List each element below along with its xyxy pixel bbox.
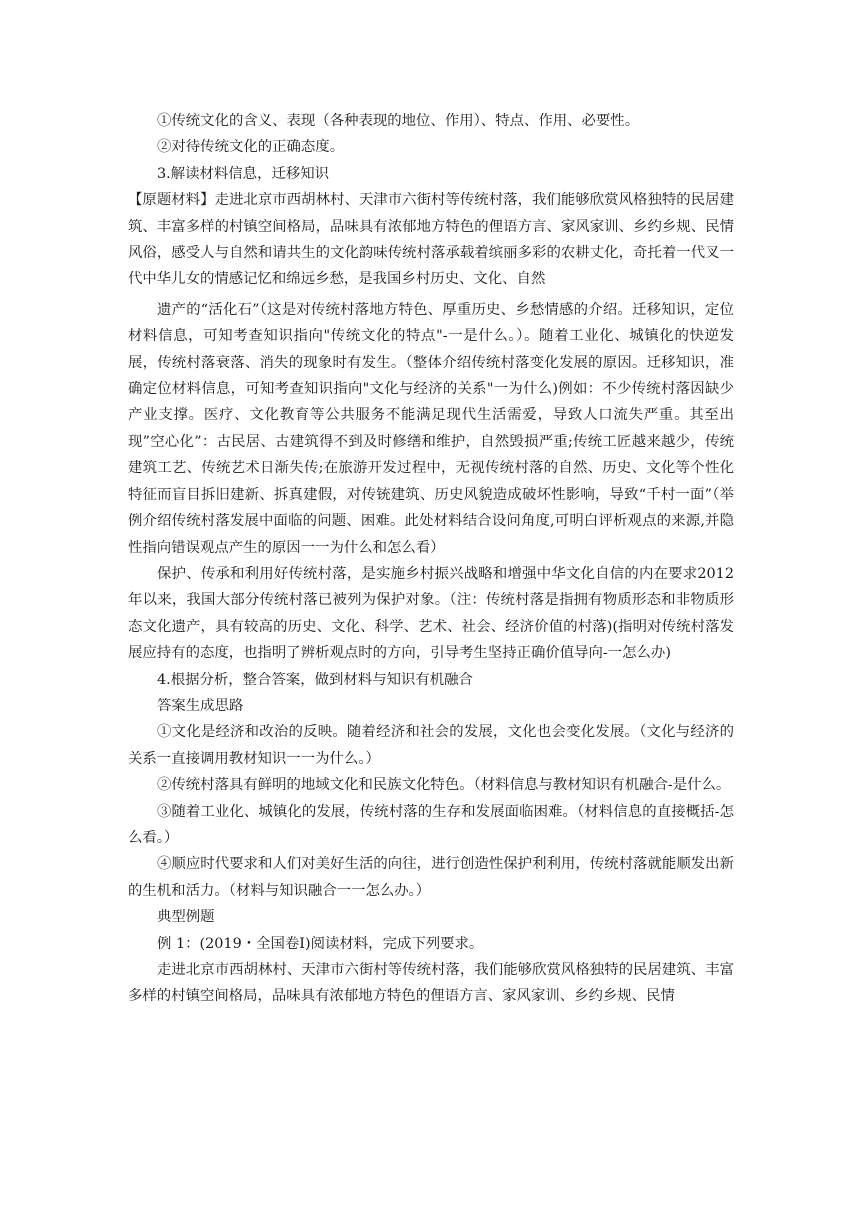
paragraph-4-heading: 4.根据分析，整合答案，做到材料与知识有机融合 xyxy=(157,671,473,688)
document-page xyxy=(128,108,734,1010)
paragraph-example-material: 走进北京市西胡林村、天津市六街村等传统村落，我们能够欣赏风格独特的民居建筑、丰富多样的村镇空间格局，品味具有浓郁地方特色的俚语方言、家风家训、乡约乡规、民情 xyxy=(128,962,734,1005)
paragraph-2: ②对待传统文化的正确态度。 xyxy=(157,139,345,156)
paragraph-answer-4: ④顺应时代要求和人们对美好生活的向往，进行创造性保护利利用，传统村落就能顺发出新的生机和活力。（材料与知识融合一一怎么办。） xyxy=(128,856,734,899)
paragraph-protection: 保护、传承和利用好传统村落，是实施乡村振兴战略和增强中华文化自信的内在要求2012年以来，我国大部分传统村落已被列为保护对象。（注：传统村落是指拥有物质形态和非物质形态文化遗产，具有较高的历史、文化、科学、艺术、社会、经济价值的村落)(指明对传统村落发展应持有的态度，也指明了辨析观点时的方向，引导考生坚持正确价值导向-一怎么办) xyxy=(128,565,734,662)
paragraph-answer-approach: 答案生成思路 xyxy=(157,697,244,714)
paragraph-typical-examples: 典型例题 xyxy=(157,909,215,926)
paragraph-example-1: 例 1：(2019・全国卷Ⅰ)阅读材料，完成下列要求。 xyxy=(157,935,484,952)
paragraph-original-material: 【原题材料】走进北京市西胡林村、天津市六街村等传统村落，我们能够欣赏风格独特的民居建筑、丰富多样的村镇空间格局，品味具有浓郁地方特色的俚语方言、家风家训、乡约乡规、民情风俗，感受人与自然和请共生的文化韵味传统村落承载着缤丽多彩的农耕丈化，奇托着一代叉一代中华儿女的情感记忆和绵远乡愁，是我国乡村历史、文化、自然 xyxy=(128,192,734,288)
paragraph-answer-2: ②传统村落具有鲜明的地域文化和民族文化特色。（材料信息与教材知识有机融合-是什么。 xyxy=(157,777,731,794)
paragraph-answer-1: ①文化是经济和改治的反映。随着经济和社会的发展，文化也会变化发展。（文化与经济的关系一直接调用教材知识一一为什么。） xyxy=(128,724,734,767)
paragraph-answer-3: ③随着工业化、城镇化的发展，传统村落的生存和发展面临困难。（材料信息的直接概括-怎么看。） xyxy=(128,803,734,846)
paragraph-1: ①传统文化的含义、表现（各种表现的地位、作用）、特点、作用、必要性。 xyxy=(157,113,640,129)
paragraph-material-analysis: 遗产的“活化石”（这是对传统村落地方特色、厚重历史、乡愁情感的介绍。迁移知识，定位材料信息，可知考查知识指向"传统文化的特点"-一是什么。）。随着工业化、城镇化的快逆发展，传统村落衰落、消失的现象时有发生。（整体介绍传统村落变化发展的原因。迁移知识，准确定位材料信息，可知考查知识指向"文化与经济的关系"一为什么)例如：不少传统村落因缺少产业支撑。医疗、文化教育等公共服务不能满足现代生活需爱，导致人口流失严重。其至出现”空心化”：古民居、古建筑得不到及时修缮和维护，自然毁损严重;传统工匠越来越少，传统建筑工艺、传统艺术日渐失传;在旅游开发过程中，无视传统村落的自然、历史、文化等个性化特征而盲目拆旧建新、拆真建假，对传铳建筑、历史风貌造成破坏性影响，导致“千村一面”（举例介绍传统村落发展中面临的问题、困难。此处材料结合设问角度,可明白评析观点的来源,并隐性指向错误观点产生的原因一一为什么和怎么看） xyxy=(128,301,734,556)
paragraph-3-heading: 3.解读材料信息，迁移知识 xyxy=(157,165,330,182)
